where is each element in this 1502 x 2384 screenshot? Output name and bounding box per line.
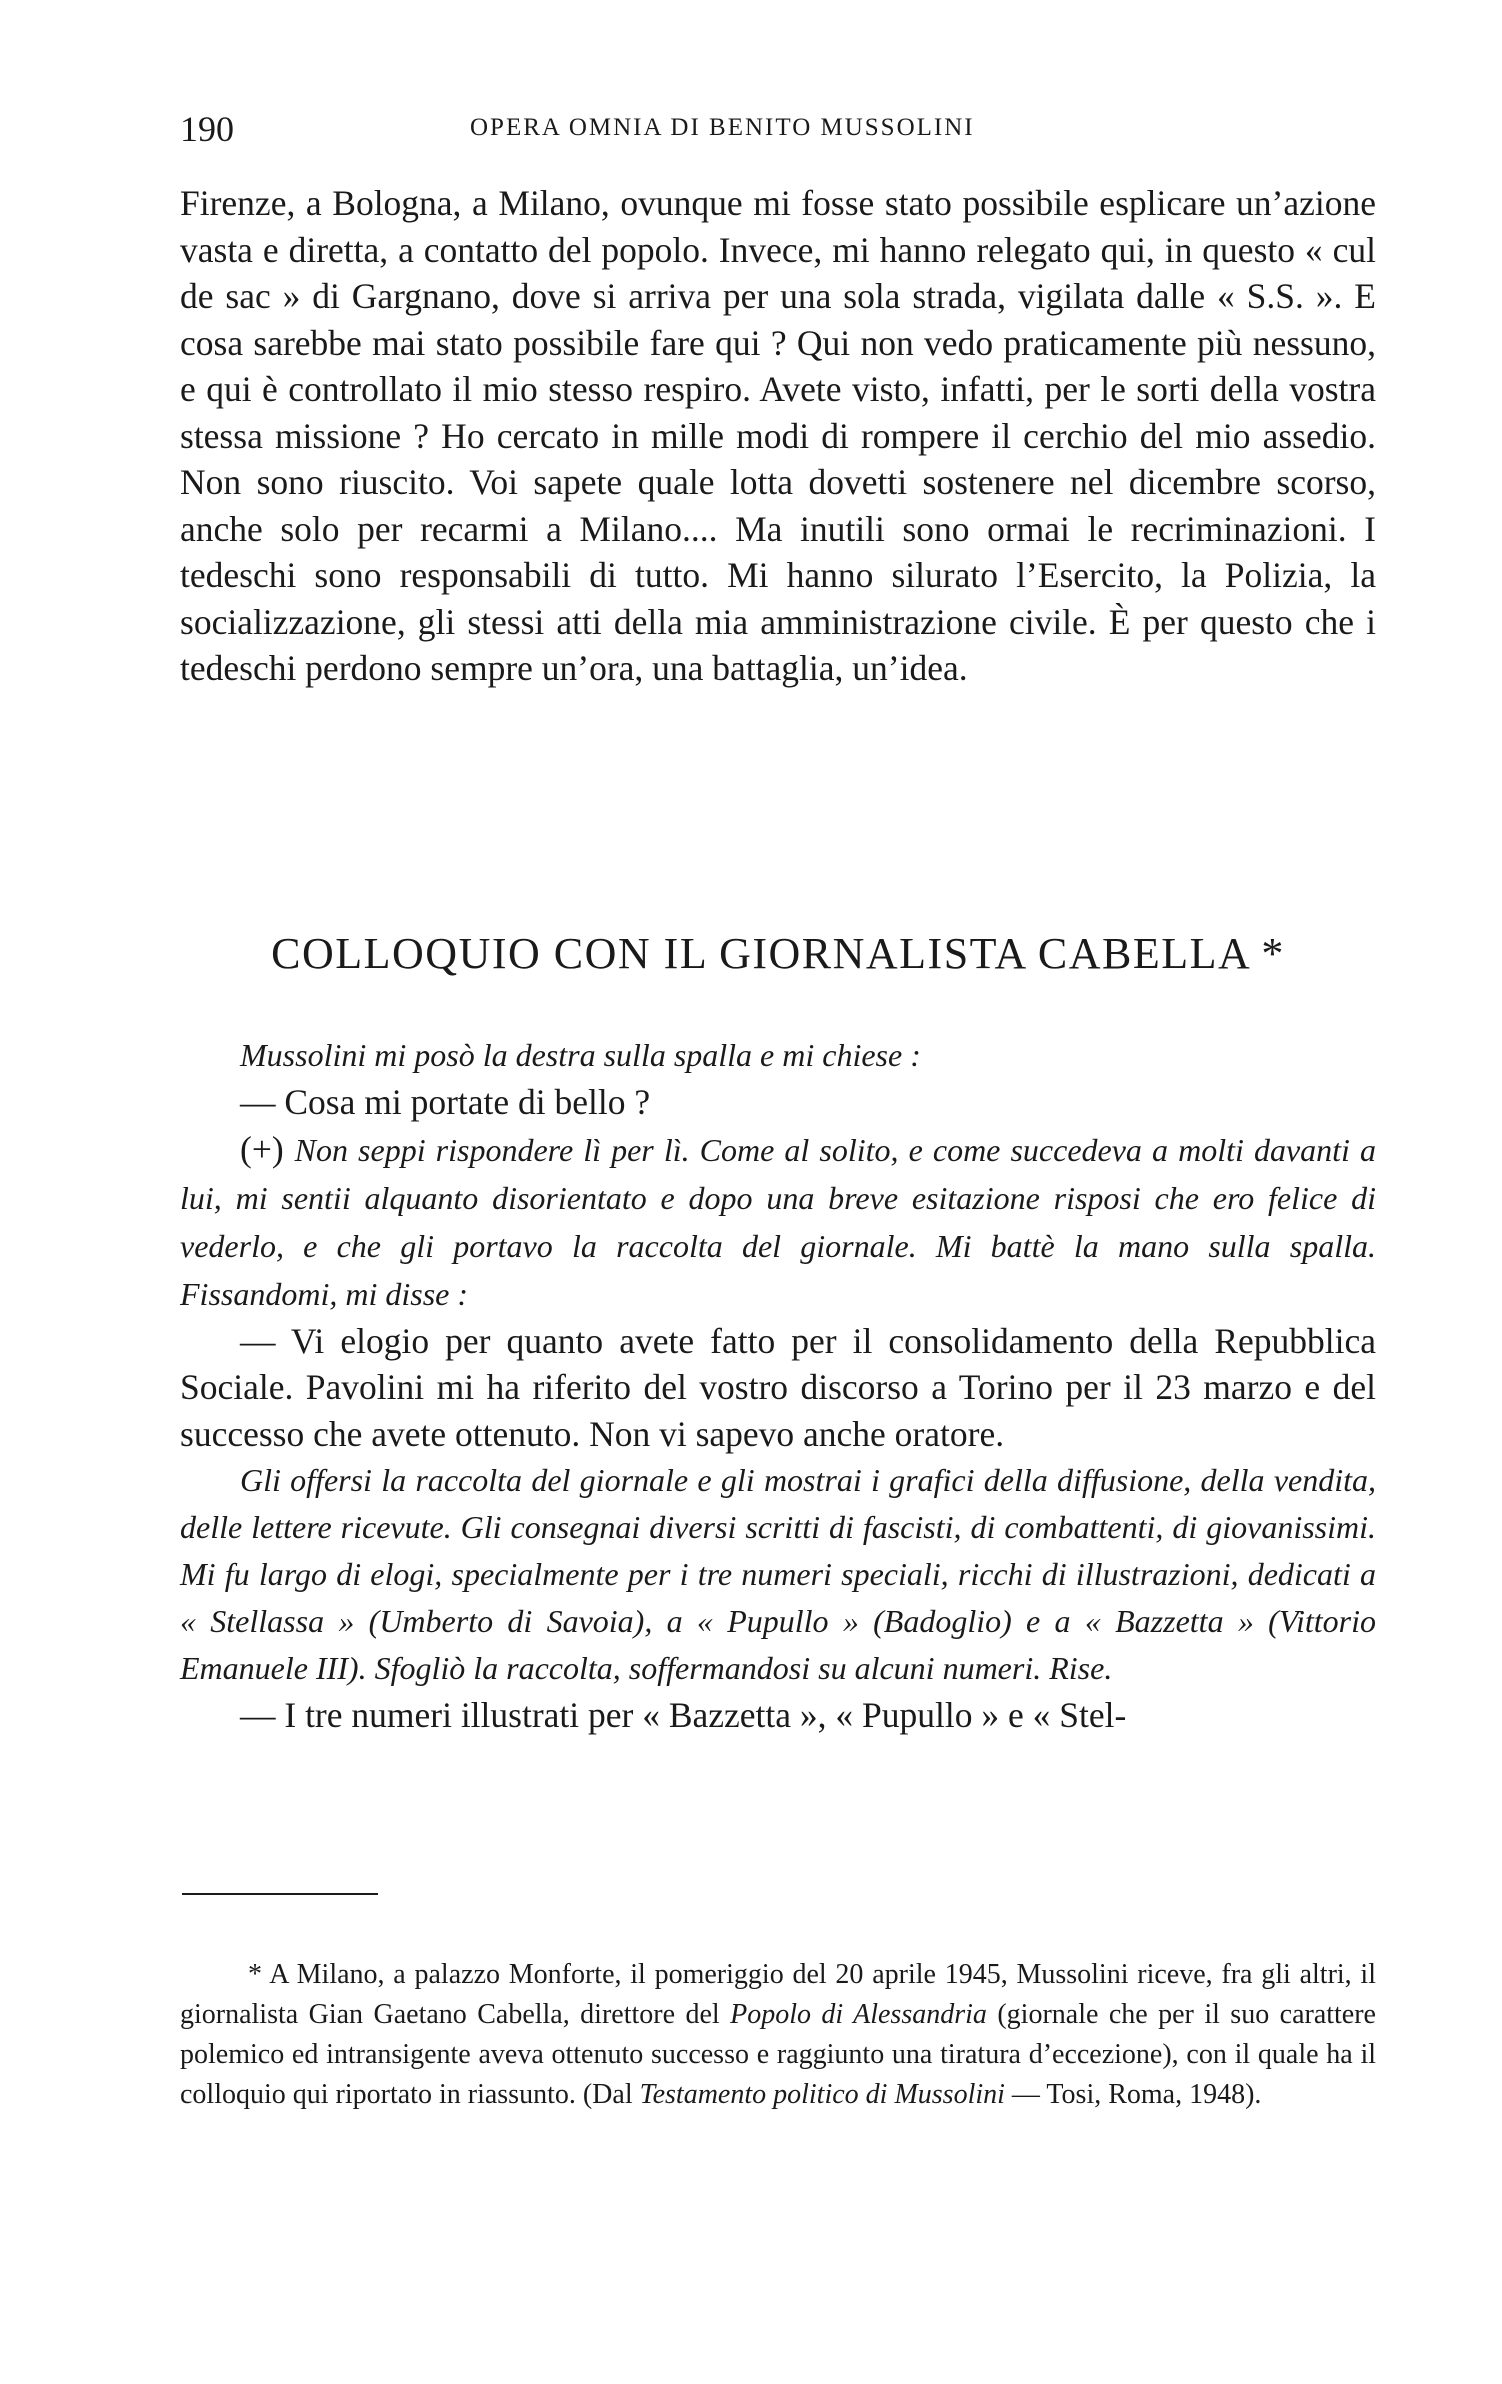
footnote-text: — Tosi, Roma, 1948).	[1004, 2079, 1262, 2110]
footnote-text: * A Milano, a palazzo Monforte, il pomeriggio del 20 aprile 1945, Mussolini riceve, fra gli altri, il giornalista Gian Gaetano Cabella, direttore del	[180, 1959, 1376, 2030]
footnote-text: (giornale che per il suo carattere polemico ed intransigente aveva ottenuto successo e raggiunto una tiratura d’eccezione), con il quale ha il colloquio qui riportato in riassunto. (Dal	[180, 1999, 1376, 2110]
footnote	[180, 1955, 1376, 2115]
section-title: COLLOQUIO CON IL GIORNALISTA CABELLA *	[271, 929, 1285, 978]
intro-paragraph: Firenze, a Bologna, a Milano, ovunque mi fosse stato possibile esplicare un’azione vasta e diretta, a contatto del popolo. Invece, mi hanno relegato qui, in questo « cul de sac » di Gargnano, dove si arriva per una sola strada, vigilata dalle « S.S. ». E cosa sarebbe mai stato possibile fare qui ? Qui non vedo praticamente più nessuno, e qui è controllato il mio stesso respiro. Avete visto, infatti, per le sorti della vostra stessa missione ? Ho cercato in mille modi di rompere il cerchio del mio assedio. Non sono riuscito. Voi sapete quale lotta dovetti sostenere nel dicembre scorso, anche solo per recarmi a Milano.... Ma inutili sono ormai le recriminazioni. I tedeschi sono responsabili di tutto. Mi hanno silurato l’Esercito, la Polizia, la socializzazione, gli stessi atti della mia amministrazione civile. È per questo che i tedeschi perdono sempre un’ora, una battaglia, un’idea.	[180, 183, 1376, 688]
dialogue-line: — I tre numeri illustrati per « Bazzetta », « Pupullo » e « Stel-	[240, 1695, 1127, 1735]
dialogue-line: — Vi elogio per quanto avete fatto per il consolidamento della Repubblica Sociale. Pavolini mi ha riferito del vostro discorso a Torino per il 23 marzo e del successo che avete ottenuto. Non vi sapevo anche oratore.	[180, 1320, 1376, 1454]
narration-paragraph: Gli offersi la raccolta del giornale e gli mostrai i grafici della diffusione, della vendita, delle lettere ricevute. Gli consegnai diversi scritti di fascisti, di combattenti, di giovanissimi. Mi fu largo di elogi, specialmente per i tre numeri speciali, ricchi di illustrazioni, dedicati a « Stellassa » (Umberto di Savoia), a « Pupullo » (Badoglio) e a « Bazzetta » (Vittorio Emanuele III). Sfogliò la raccolta, soffermandosi su alcuni numeri. Rise.	[180, 1462, 1376, 1686]
page-number: 190	[180, 109, 234, 149]
running-header	[180, 108, 1380, 158]
running-title: OPERA OMNIA DI BENITO MUSSOLINI	[470, 114, 975, 141]
interview-text	[180, 1032, 1376, 1739]
narration-paragraph-with-mark	[180, 1126, 1376, 1318]
paragraph-mark: (+)	[240, 1128, 284, 1169]
narration-paragraph: Mussolini mi posò la destra sulla spalla e mi chiese :	[240, 1037, 921, 1073]
footnote-newspaper-title: Popolo di Alessandria	[730, 1999, 987, 2030]
narration-text: Non seppi rispondere lì per lì. Come al solito, e come succedeva a molti davanti a lui, mi sentii alquanto disorientato e dopo una breve esitazione risposi che ero felice di vederlo, e che gli portavo la raccolta del giornale. Mi battè la mano sulla spalla. Fissandomi, mi disse :	[180, 1131, 1376, 1312]
footnote-divider	[182, 1893, 378, 1895]
footnote-book-title: Testamento politico di Mussolini	[639, 2079, 1005, 2110]
dialogue-line: — Cosa mi portate di bello ?	[240, 1082, 651, 1122]
